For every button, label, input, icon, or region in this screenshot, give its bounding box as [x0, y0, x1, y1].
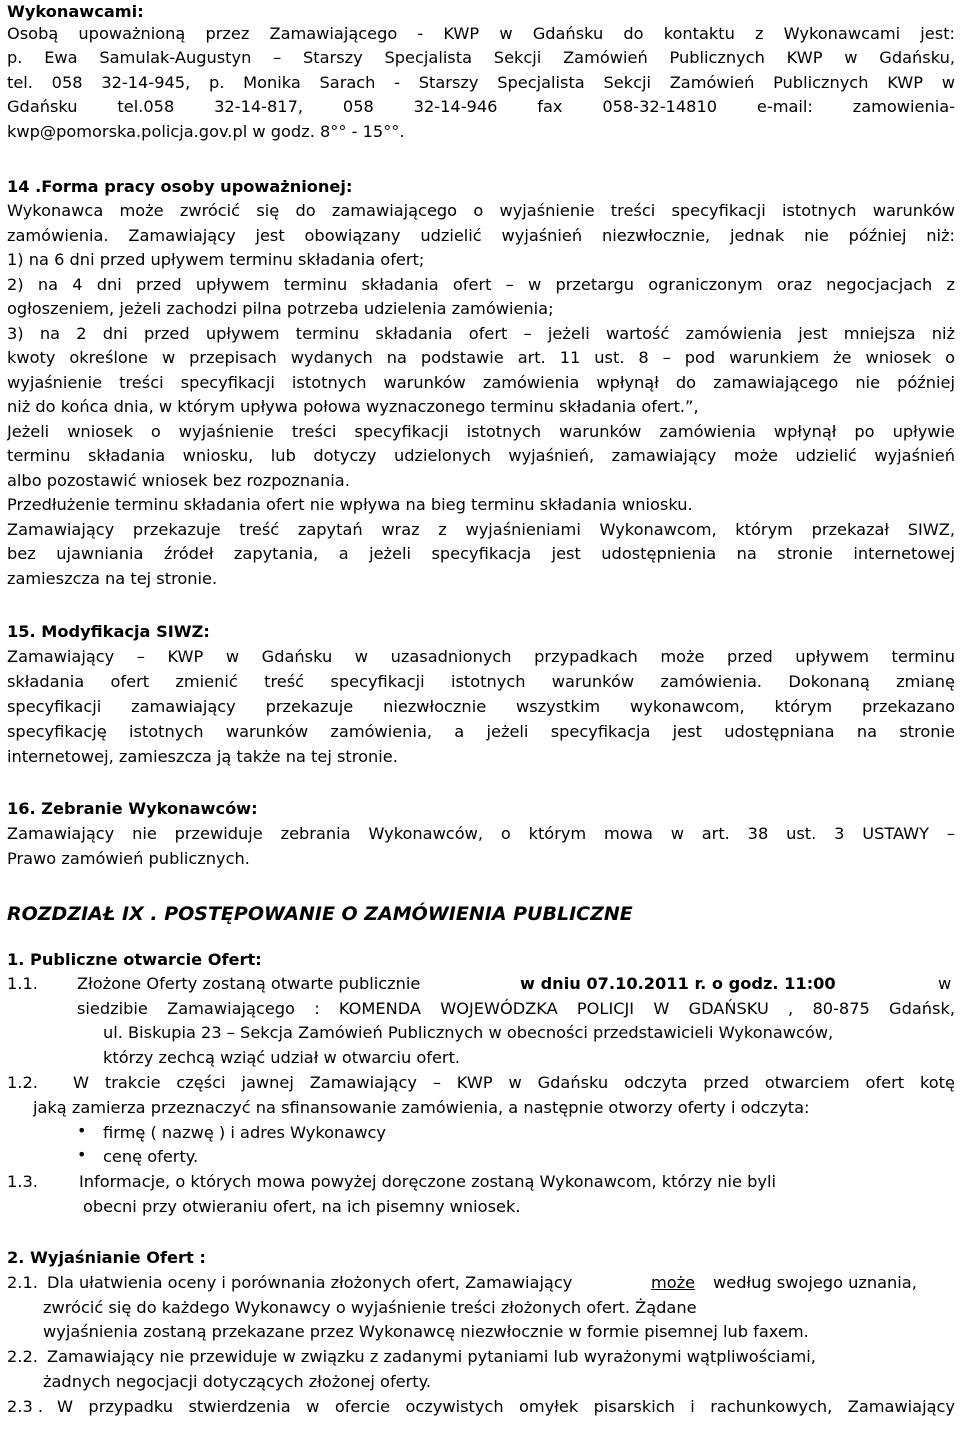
- item-number: 2.2.: [7, 1347, 38, 1366]
- item-number: 1.1.: [7, 974, 38, 993]
- paragraph-line: Zamawiający – KWP w Gdańsku w uzasadnionych przypadkach może przed upływem terminu: [7, 647, 955, 666]
- paragraph-line: Gdańsku tel.058 32-14-817, 058 32-14-946 fax 058-32-14810 e-mail: zamowienia-: [7, 97, 955, 116]
- subsection-heading-1: 1. Publiczne otwarcie Ofert:: [7, 950, 262, 969]
- paragraph-line: składania ofert zmienić treść specyfikacji istotnych warunków zamówienia. Dokonaną zmianę: [7, 672, 955, 691]
- subsection-heading-2: 2. Wyjaśnianie Ofert :: [7, 1248, 206, 1267]
- section-heading-wykonawcami: Wykonawcami:: [7, 2, 144, 21]
- paragraph-line: p. Ewa Samulak-Augustyn – Starszy Specjalista Sekcji Zamówień Publicznych KWP w Gdańsku,: [7, 48, 955, 67]
- bullet-icon: •: [77, 1121, 87, 1140]
- paragraph-line: Wykonawca może zwrócić się do zamawiającego o wyjaśnienie treści specyfikacji istotnych warunków: [7, 201, 955, 220]
- paragraph-line: wyjaśnienie treści specyfikacji istotnych warunków zamówienia wpłynął do zamawiającego nie później: [7, 373, 955, 392]
- paragraph-line: 2) na 4 dni przed upływem terminu składania ofert – w przetargu ograniczonym oraz negocjacjach z: [7, 275, 955, 294]
- paragraph-line: kwp@pomorska.policja.gov.pl w godz. 8°° - 15°°.: [7, 122, 405, 141]
- emphasized-word: może: [651, 1273, 696, 1292]
- paragraph-line: Informacje, o których mowa powyżej doręczone zostaną Wykonawcom, którzy nie byli: [79, 1172, 777, 1191]
- section-heading-14: 14 .Forma pracy osoby upoważnionej:: [7, 177, 353, 196]
- paragraph-line: jaką zamierza przeznaczyć na sfinansowanie zamówienia, a następnie otworzy oferty i odczyta:: [33, 1098, 810, 1117]
- paragraph-line: siedzibie Zamawiającego : KOMENDA WOJEWÓDZKA POLICJI W GDAŃSKU , 80-875 Gdańsk,: [77, 999, 955, 1018]
- paragraph-line: Jeżeli wniosek o wyjaśnienie treści specyfikacji istotnych warunków zamówienia wpłynął po upływie: [7, 422, 955, 441]
- paragraph-line: specyfikacji zamawiający przekazuje niezwłocznie wszystkim wykonawcom, którym przekazano: [7, 697, 955, 716]
- paragraph-text: w: [938, 974, 952, 993]
- list-item: cenę oferty.: [103, 1147, 199, 1166]
- paragraph-line: Prawo zamówień publicznych.: [7, 849, 250, 868]
- paragraph-line: Osobą upoważnioną przez Zamawiającego - KWP w Gdańsku do kontaktu z Wykonawcami jest:: [7, 24, 955, 43]
- paragraph-line: kwoty określone w przepisach wydanych na podstawie art. 11 ust. 8 – pod warunkiem że wniosek o: [7, 348, 955, 367]
- chapter-heading: ROZDZIAŁ IX . POSTĘPOWANIE O ZAMÓWIENIA PUBLICZNE: [7, 903, 633, 925]
- paragraph-line: Zamawiający nie przewiduje zebrania Wykonawców, o którym mowa w art. 38 ust. 3 USTAWY –: [7, 824, 955, 843]
- paragraph-text: Złożone Oferty zostaną otwarte publicznie: [77, 974, 421, 993]
- paragraph-line: ul. Biskupia 23 – Sekcja Zamówień Publicznych w obecności przedstawicieli Wykonawców,: [103, 1023, 834, 1042]
- list-item: firmę ( nazwę ) i adres Wykonawcy: [103, 1123, 386, 1142]
- paragraph-line: Zamawiający przekazuje treść zapytań wraz z wyjaśnieniami Wykonawcom, którym przekazał SIWZ,: [7, 520, 955, 539]
- item-number: 2.3 .: [7, 1397, 44, 1416]
- paragraph-line: W trakcie części jawnej Zamawiający – KWP w Gdańsku odczyta przed otwarciem ofert kotę: [73, 1073, 955, 1092]
- section-heading-15: 15. Modyfikacja SIWZ:: [7, 622, 210, 641]
- paragraph-line: wyjaśnienia zostaną przekazane przez Wykonawcę niezwłocznie w formie pisemnej lub faxem.: [43, 1322, 809, 1341]
- paragraph-line: 1) na 6 dni przed upływem terminu składania ofert;: [7, 250, 425, 269]
- opening-date: w dniu 07.10.2011 r. o godz. 11:00: [520, 974, 836, 993]
- paragraph-line: którzy zechcą wziąć udział w otwarciu ofert.: [103, 1048, 461, 1067]
- paragraph-line: internetowej, zamieszcza ją także na tej stronie.: [7, 747, 398, 766]
- paragraph-line: zamówienia. Zamawiający jest obowiązany udzielić wyjaśnień niezwłocznie, jednak nie później niż:: [7, 226, 955, 245]
- paragraph-line: zwrócić się do każdego Wykonawcy o wyjaśnienie treści złożonych ofert. Żądane: [43, 1298, 697, 1317]
- bullet-icon: •: [77, 1145, 87, 1164]
- paragraph-line: Zamawiający nie przewiduje w związku z zadanymi pytaniami lub wyrażonymi wątpliwościami,: [47, 1347, 816, 1366]
- paragraph-text: według swojego uznania,: [713, 1273, 917, 1292]
- paragraph-line: niż do końca dnia, w którym upływa połowa wyznaczonego terminu składania ofert.”,: [7, 397, 699, 416]
- paragraph-line: Przedłużenie terminu składania ofert nie wpływa na bieg terminu składania wniosku.: [7, 495, 693, 514]
- paragraph-line: obecni przy otwieraniu ofert, na ich pisemny wniosek.: [83, 1197, 521, 1216]
- paragraph-text: Dla ułatwienia oceny i porównania złożonych ofert, Zamawiający: [47, 1273, 573, 1292]
- paragraph-line: W przypadku stwierdzenia w ofercie oczywistych omyłek pisarskich i rachunkowych, Zamawiający: [57, 1397, 955, 1416]
- item-number: 1.3.: [7, 1172, 38, 1191]
- paragraph-line: ogłoszeniem, jeżeli zachodzi pilna potrzeba udzielenia zamówienia;: [7, 299, 554, 318]
- section-heading-16: 16. Zebranie Wykonawców:: [7, 799, 258, 818]
- item-number: 2.1.: [7, 1273, 38, 1292]
- paragraph-line: 3) na 2 dni przed upływem terminu składania ofert – jeżeli wartość zamówienia jest mniejsza niż: [7, 324, 955, 343]
- paragraph-line: zamieszcza na tej stronie.: [7, 569, 218, 588]
- paragraph-line: terminu składania wniosku, lub dotyczy udzielonych wyjaśnień, zamawiający może udzielić wyjaśnień: [7, 446, 955, 465]
- paragraph-line: specyfikację istotnych warunków zamówienia, a jeżeli specyfikacja jest udostępniana na stronie: [7, 722, 955, 741]
- paragraph-line: tel. 058 32-14-945, p. Monika Sarach - Starszy Specjalista Sekcji Zamówień Publicznych KWP w: [7, 73, 955, 92]
- item-number: 1.2.: [7, 1073, 38, 1092]
- paragraph-line: żadnych negocjacji dotyczących złożonej oferty.: [43, 1372, 432, 1391]
- paragraph-line: bez ujawniania źródeł zapytania, a jeżeli specyfikacja jest udostępnienia na stronie internetowej: [7, 544, 955, 563]
- paragraph-line: albo pozostawić wniosek bez rozpoznania.: [7, 471, 350, 490]
